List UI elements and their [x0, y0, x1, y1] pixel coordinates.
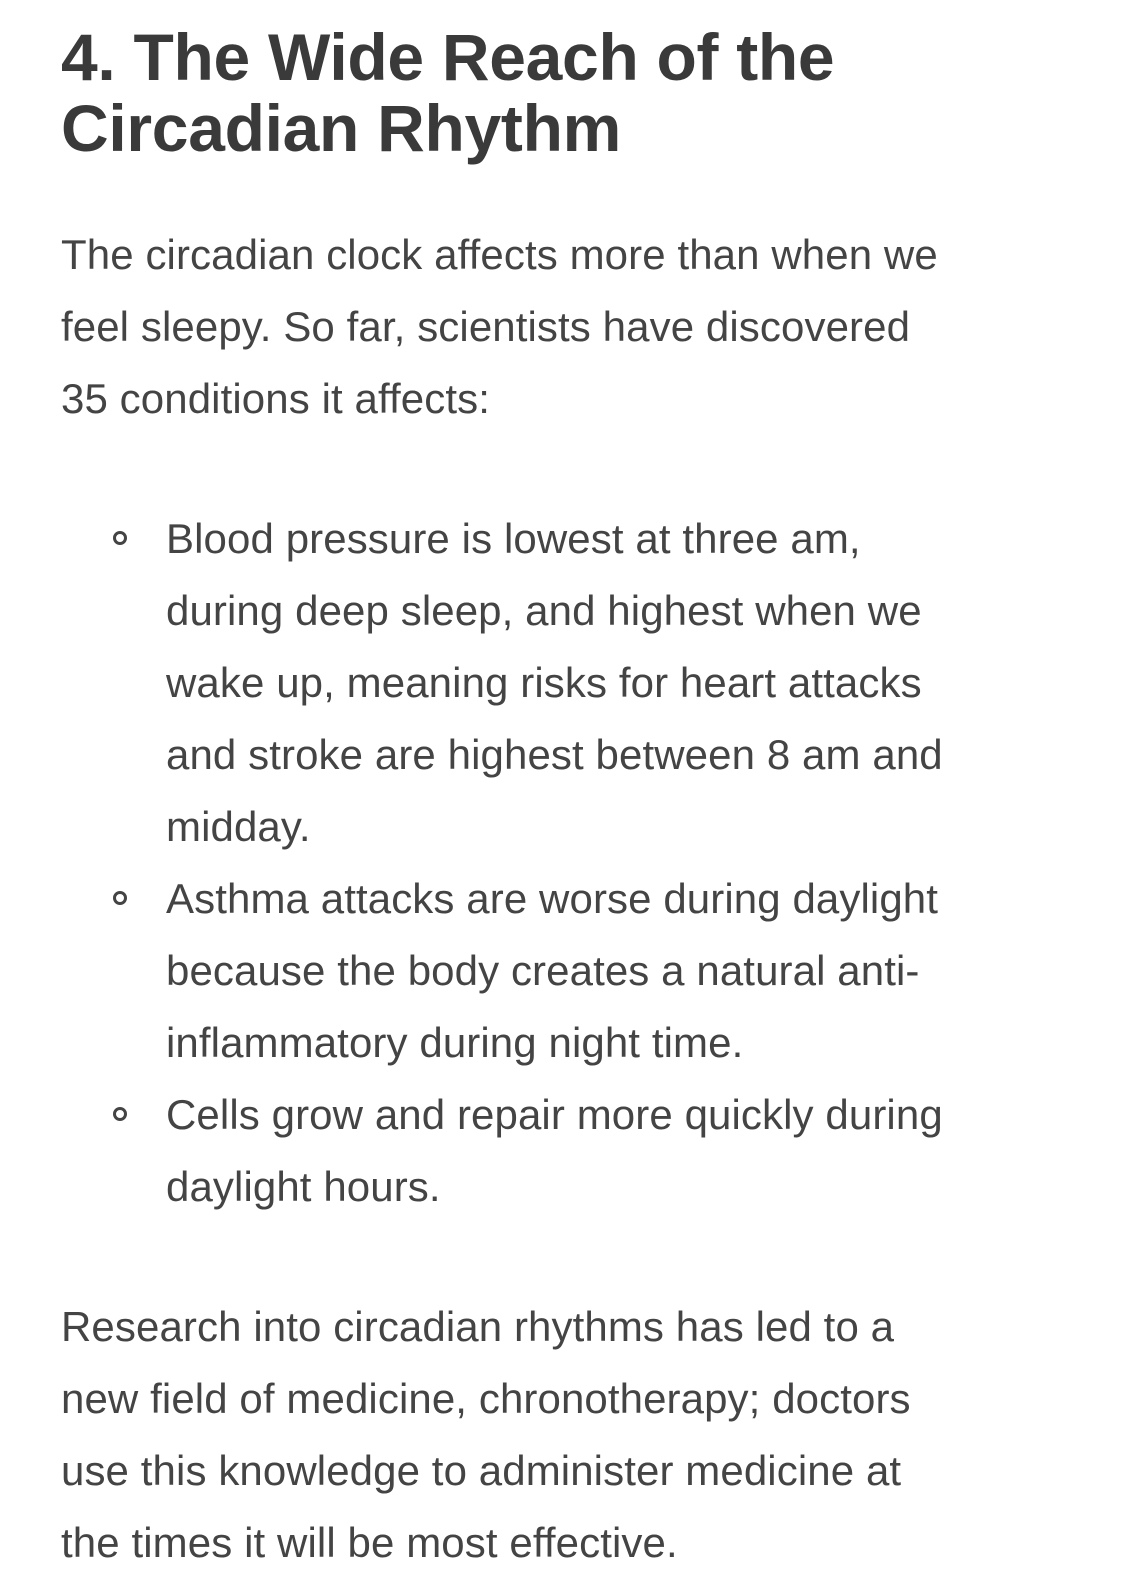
list-item — [166, 503, 1091, 863]
section-heading — [61, 22, 1091, 164]
list-item-line: and stroke are highest between 8 am and — [166, 731, 943, 778]
list-item-line: midday. — [166, 803, 311, 850]
intro-line: The circadian clock affects more than when we — [61, 231, 938, 278]
list-item-line: Cells grow and repair more quickly during — [166, 1091, 943, 1138]
list-item — [166, 1079, 1091, 1223]
list-item-line: wake up, meaning risks for heart attacks — [166, 659, 922, 706]
list-item-line: Asthma attacks are worse during daylight — [166, 875, 939, 922]
list-item-line: inflammatory during night time. — [166, 1019, 744, 1066]
outro-line: Research into circadian rhythms has led to a — [61, 1303, 895, 1350]
list-item-line: because the body creates a natural anti- — [166, 947, 920, 994]
hollow-circle-bullet-icon — [113, 531, 127, 545]
heading-line: Circadian Rhythm — [61, 91, 621, 165]
outro-line: use this knowledge to administer medicine at — [61, 1447, 902, 1494]
outro-line: the times it will be most effective. — [61, 1519, 678, 1566]
list-item-line: during deep sleep, and highest when we — [166, 587, 922, 634]
hollow-circle-bullet-icon — [113, 1107, 127, 1121]
outro-line: new field of medicine, chronotherapy; doctors — [61, 1375, 911, 1422]
heading-line: 4. The Wide Reach of the — [61, 20, 835, 94]
conditions-list — [61, 503, 1091, 1223]
article — [61, 22, 1091, 1579]
list-item-line: Blood pressure is lowest at three am, — [166, 515, 861, 562]
hollow-circle-bullet-icon — [113, 891, 127, 905]
intro-line: 35 conditions it affects: — [61, 375, 490, 422]
intro-line: feel sleepy. So far, scientists have discovered — [61, 303, 911, 350]
intro-paragraph — [61, 219, 1091, 435]
list-item — [166, 863, 1091, 1079]
outro-paragraph — [61, 1291, 1091, 1579]
list-item-line: daylight hours. — [166, 1163, 441, 1210]
